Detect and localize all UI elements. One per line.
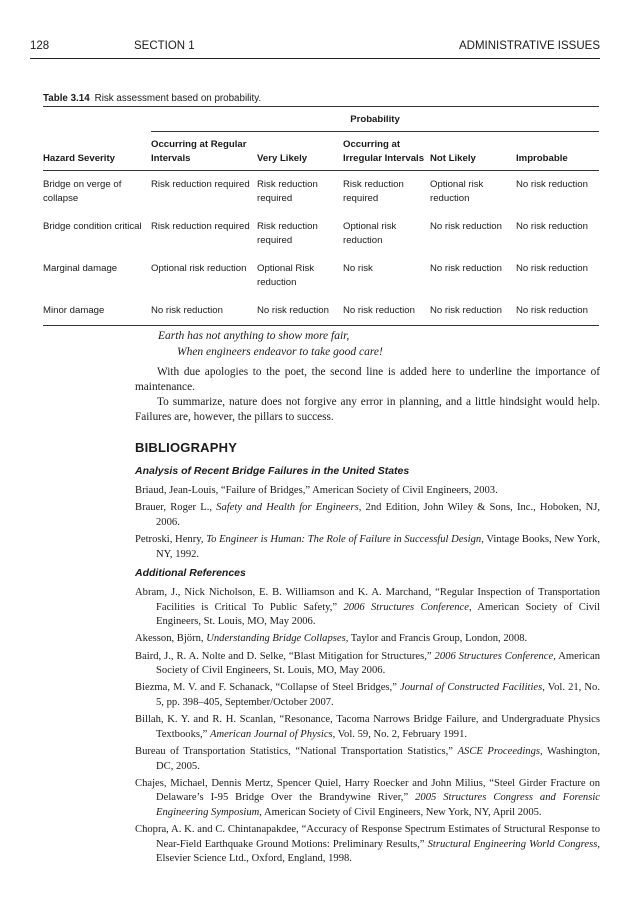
reference-text: , Taylor and Francis Group, London, 2008. — [345, 633, 528, 645]
page-number: 128 — [30, 40, 50, 52]
table-cell: Optional risk reduction — [430, 179, 484, 204]
header-rule — [30, 58, 600, 59]
running-title: ADMINISTRATIVE ISSUES — [458, 40, 600, 52]
poem-line-2: When engineers endeavor to take good care! — [177, 346, 383, 358]
table-row — [43, 171, 599, 214]
reference-entry — [135, 745, 600, 774]
paragraph: To summarize, nature does not forgive any error in planning, and a little hindsight would help. Failures are, however, the pillars to success. — [135, 396, 600, 423]
reference-title: 2005 Structures Congress and Forensic Engineering Symposium — [156, 792, 600, 818]
bibliography-heading: BIBLIOGRAPHY — [135, 440, 238, 455]
table-caption — [43, 93, 261, 104]
reference-entry — [135, 777, 600, 821]
table-cell: Risk reduction required — [151, 179, 250, 190]
table-label: Table 3.14 — [43, 93, 90, 104]
paragraph: With due apologies to the poet, the second line is added here to underline the importance of maintenance. — [135, 366, 600, 393]
hazard-severity-cell: Bridge on verge of collapse — [43, 179, 122, 204]
table-cell: No risk reduction — [257, 297, 343, 326]
reference-text: , Elsevier Science Ltd., Oxford, England, 1998. — [156, 838, 600, 865]
table-cell: Risk reduction required — [343, 179, 404, 204]
table-caption-text: Risk assessment based on probability. — [94, 93, 262, 104]
reference-title: Safety and Health for Engineers — [216, 502, 359, 514]
reference-entry — [135, 632, 600, 647]
reference-title: To Engineer is Human: The Role of Failure in Successful Design — [206, 533, 482, 545]
column-header: Not Likely — [430, 132, 516, 171]
table-cell: No risk reduction — [516, 263, 588, 274]
reference-text: Baird, J., R. A. Nolte and D. Selke, “Blast Mitigation for Structures,” — [135, 650, 435, 662]
poem — [158, 328, 383, 360]
body-text — [135, 365, 600, 425]
page-header — [30, 34, 600, 58]
reference-text: Briaud, Jean-Louis, “Failure of Bridges,” American Society of Civil Engineers, 2003. — [135, 485, 498, 496]
poem-line-1: Earth has not anything to show more fair, — [158, 330, 350, 342]
bibliography-subheading: Analysis of Recent Bridge Failures in the United States — [135, 465, 410, 477]
section-label: SECTION 1 — [134, 40, 195, 52]
table-cell: No risk reduction — [516, 179, 588, 190]
reference-text: , 2nd Edition, John Wiley & Sons, Inc., Hoboken, NJ, 2006. — [156, 502, 600, 528]
column-header: Hazard Severity — [43, 132, 151, 171]
table-cell: No risk reduction — [343, 297, 430, 326]
column-header: Improbable — [516, 132, 599, 171]
reference-title: ASCE Proceedings — [457, 745, 540, 757]
reference-text: , American Society of Civil Engineers, St. Louis, MO, May 2006. — [156, 650, 600, 677]
column-header: Occurring at Regular Intervals — [151, 132, 257, 171]
column-header: Very Likely — [257, 132, 343, 171]
table-cell: No risk reduction — [430, 263, 502, 274]
reference-entry — [135, 533, 600, 562]
table-cell: No risk reduction — [516, 221, 588, 232]
reference-text: Bureau of Transportation Statistics, “National Transportation Statistics,” — [135, 745, 458, 757]
reference-title: Structural Engineering World Congress — [427, 838, 598, 850]
reference-text: Akesson, Björn, — [135, 633, 207, 645]
reference-text: Chopra, A. K. and C. Chintanapakdee, “Accuracy of Response Spectrum Estimates of Structural Response to Near-Field Earthquake Ground Motions: Preliminary Results,” — [135, 824, 600, 850]
reference-text: Biezma, M. V. and F. Schanack, “Collapse of Steel Bridges,” — [135, 682, 400, 694]
table-cell: Optional Risk reduction — [257, 263, 315, 288]
probability-group-header: Probability — [151, 107, 599, 132]
reference-text: , Washington, DC, 2005. — [156, 745, 601, 772]
reference-entry — [135, 650, 600, 679]
table-cell: Risk reduction required — [257, 221, 318, 246]
reference-text: , Vol. 21, No. 5, pp. 398–405, September/October 2007. — [156, 682, 600, 708]
reference-entry — [135, 501, 600, 530]
reference-entry — [135, 484, 600, 499]
column-header: Occurring at Irregular Intervals — [343, 132, 430, 171]
hazard-severity-cell: Minor damage — [43, 297, 151, 326]
reference-text: , Vol. 59, No. 2, February 1991. — [332, 728, 468, 740]
reference-entry — [135, 586, 600, 630]
reference-text: , Vintage Books, New York, NY, 1992. — [156, 533, 601, 560]
reference-text: Chajes, Michael, Dennis Mertz, Spencer Quiel, Harry Roecker and John Milius, “Steel Girder Fracture on Delaware’s I-95 Bridge Over the Brandywine River,” — [135, 777, 600, 804]
reference-text: Petroski, Henry, — [135, 533, 207, 545]
hazard-severity-cell: Marginal damage — [43, 263, 118, 274]
table-cell: No risk reduction — [516, 297, 599, 326]
table-cell: No risk reduction — [430, 297, 516, 326]
reference-entry — [135, 713, 600, 742]
table-cell: Optional risk reduction — [151, 263, 247, 274]
table-row — [43, 255, 599, 297]
reference-text: , American Society of Civil Engineers, New York, NY, April 2005. — [259, 806, 542, 818]
reference-text: Brauer, Roger L., — [135, 502, 217, 514]
reference-title: 2006 Structures Conference — [434, 650, 554, 662]
reference-text: Abram, J., Nick Nicholson, E. B. Williamson and K. A. Marchand, “Regular Inspection of Transportation Facilities is Critical To Public Safety,” — [135, 587, 600, 613]
hazard-severity-cell: Bridge condition critical — [43, 221, 142, 232]
table-cell: No risk — [343, 263, 373, 274]
table-row — [43, 213, 599, 255]
reference-entry — [135, 681, 600, 710]
reference-title: Journal of Constructed Facilities — [400, 682, 543, 694]
table-cell: Optional risk reduction — [343, 221, 397, 246]
table-row — [43, 297, 599, 326]
risk-table — [43, 106, 599, 326]
reference-entry — [135, 823, 600, 867]
table-cell: No risk reduction — [430, 221, 502, 232]
reference-title: Understanding Bridge Collapses — [206, 633, 346, 645]
reference-text: , American Society of Civil Engineers, St. Louis, MO, May 2006. — [156, 601, 601, 628]
bibliography-section-2 — [135, 566, 600, 869]
bibliography-subheading: Additional References — [135, 567, 246, 579]
table-cell: Risk reduction required — [151, 221, 250, 232]
reference-title: 2006 Structures Conference — [343, 601, 469, 613]
bibliography-section-1 — [135, 464, 600, 565]
table-cell: No risk reduction — [151, 297, 257, 326]
table-cell: Risk reduction required — [257, 179, 318, 204]
reference-title: American Journal of Physics — [209, 728, 333, 740]
reference-text: Billah, K. Y. and R. H. Scanlan, “Resonance, Tacoma Narrows Bridge Failure, and Undergraduate Physics Textbooks,” — [135, 714, 600, 740]
